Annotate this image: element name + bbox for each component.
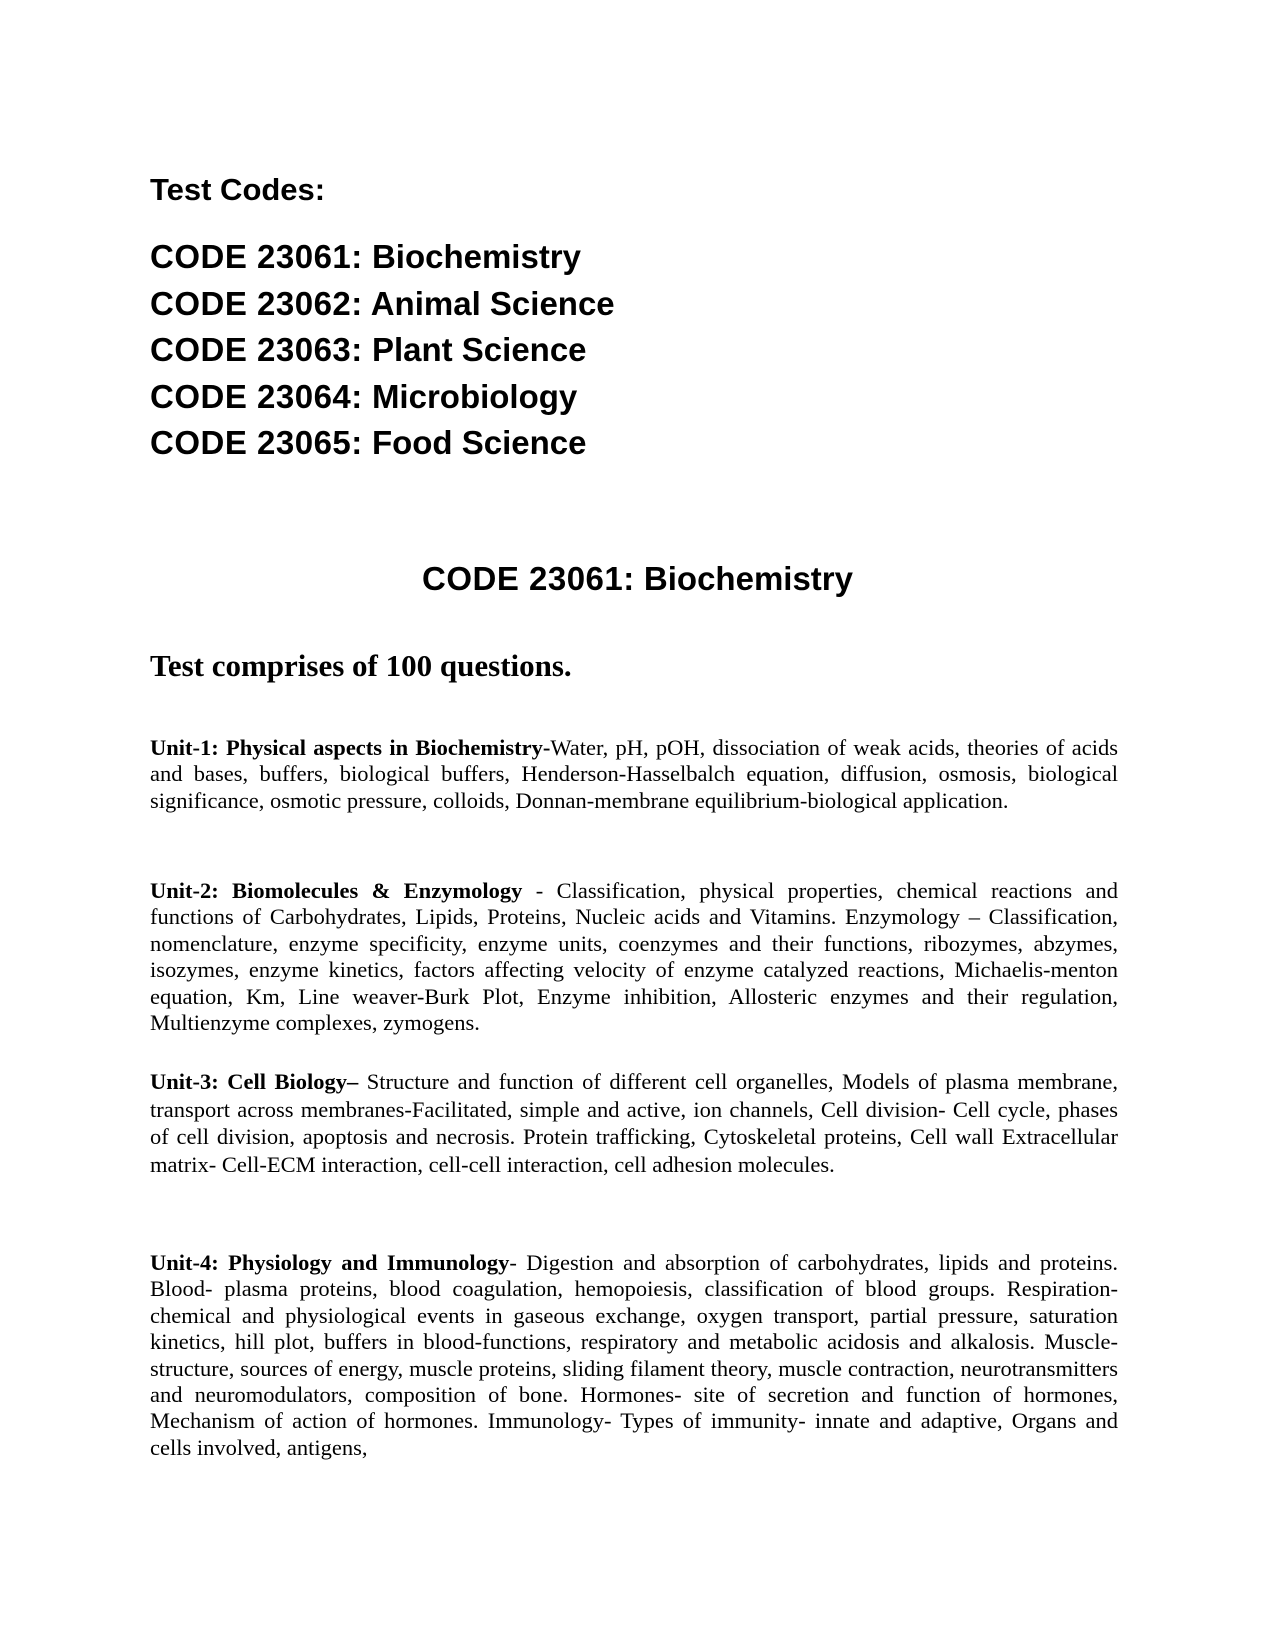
test-code-subject: Food Science <box>371 424 587 461</box>
test-code-id: CODE 23064: <box>150 377 363 415</box>
test-codes-heading: Test Codes: <box>150 172 326 207</box>
unit-paragraph <box>150 735 1118 814</box>
section-code: CODE 23061: <box>421 560 635 597</box>
unit-text: - Classification, physical properties, chemical reactions and functions of Carbohydrates, Lipids, Proteins, Nucleic acids and Vitamins. Enzymology – Classification, nomenclature, enzyme specificity, enzyme units, coenzymes and their functions, ribozymes, abzymes, isozymes, enzyme kinetics, factors affecting velocity of enzyme catalyzed reactions, Michaelis-menton equation, Km, Line weaver-Burk Plot, Enzyme inhibition, Allosteric enzymes and their regulation, Multienzyme complexes, zymogens. <box>150 878 1118 1036</box>
test-code-item <box>150 285 615 332</box>
test-code-item <box>150 331 615 378</box>
unit-title: Unit-1: Physical aspects in Biochemistry- <box>150 735 551 760</box>
unit-title: Unit-2: Biomolecules & Enzymology <box>150 878 523 903</box>
test-code-id: CODE 23063: <box>150 331 363 368</box>
test-code-item <box>150 238 615 285</box>
test-question-count: Test comprises of 100 questions. <box>150 648 572 683</box>
test-code-subject: Biochemistry <box>371 238 582 275</box>
unit-paragraph <box>150 1068 1118 1178</box>
section-title <box>0 560 1275 598</box>
test-code-subject: Animal Science <box>370 284 615 322</box>
test-code-id: CODE 23065: <box>150 424 363 461</box>
test-code-item <box>150 424 615 471</box>
test-code-id: CODE 23062: <box>150 284 363 322</box>
unit-text: Water, pH, pOH, dissociation of weak acids, theories of acids and bases, buffers, biological buffers, Henderson-Hasselbalch equation, diffusion, osmosis, biological significance, osmotic pressure, colloids, Donnan-membrane equilibrium-biological application. <box>150 735 1118 813</box>
test-code-item <box>150 378 615 425</box>
test-code-id: CODE 23061: <box>150 238 363 275</box>
test-code-subject: Plant Science <box>371 331 587 368</box>
unit-title: Unit-3: Cell Biology– <box>150 1069 359 1094</box>
test-code-list <box>150 238 615 471</box>
unit-title: Unit-4: Physiology and Immunology <box>150 1250 510 1275</box>
unit-paragraph <box>150 878 1118 1036</box>
test-code-subject: Microbiology <box>371 377 578 415</box>
unit-paragraph <box>150 1250 1118 1461</box>
unit-text: - Digestion and absorption of carbohydrates, lipids and proteins. Blood- plasma proteins, blood coagulation, hemopoiesis, classification of blood groups. Respiration- chemical and physiological events in gaseous exchange, oxygen transport, partial pressure, saturation kinetics, hill plot, buffers in blood-functions, respiratory and metabolic acidosis and alkalosis. Muscle- structure, sources of energy, muscle proteins, sliding filament theory, muscle contraction, neurotransmitters and neuromodulators, composition of bone. Hormones- site of secretion and function of hormones, Mechanism of action of hormones. Immunology- Types of immunity- innate and adaptive, Organs and cells involved, antigens, <box>150 1250 1118 1460</box>
unit-text: Structure and function of different cell organelles, Models of plasma membrane, transport across membranes-Facilitated, simple and active, ion channels, Cell division- Cell cycle, phases of cell division, apoptosis and necrosis. Protein trafficking, Cytoskeletal proteins, Cell wall Extracellular matrix- Cell-ECM interaction, cell-cell interaction, cell adhesion molecules. <box>150 1069 1118 1177</box>
section-subject: Biochemistry <box>643 560 853 597</box>
